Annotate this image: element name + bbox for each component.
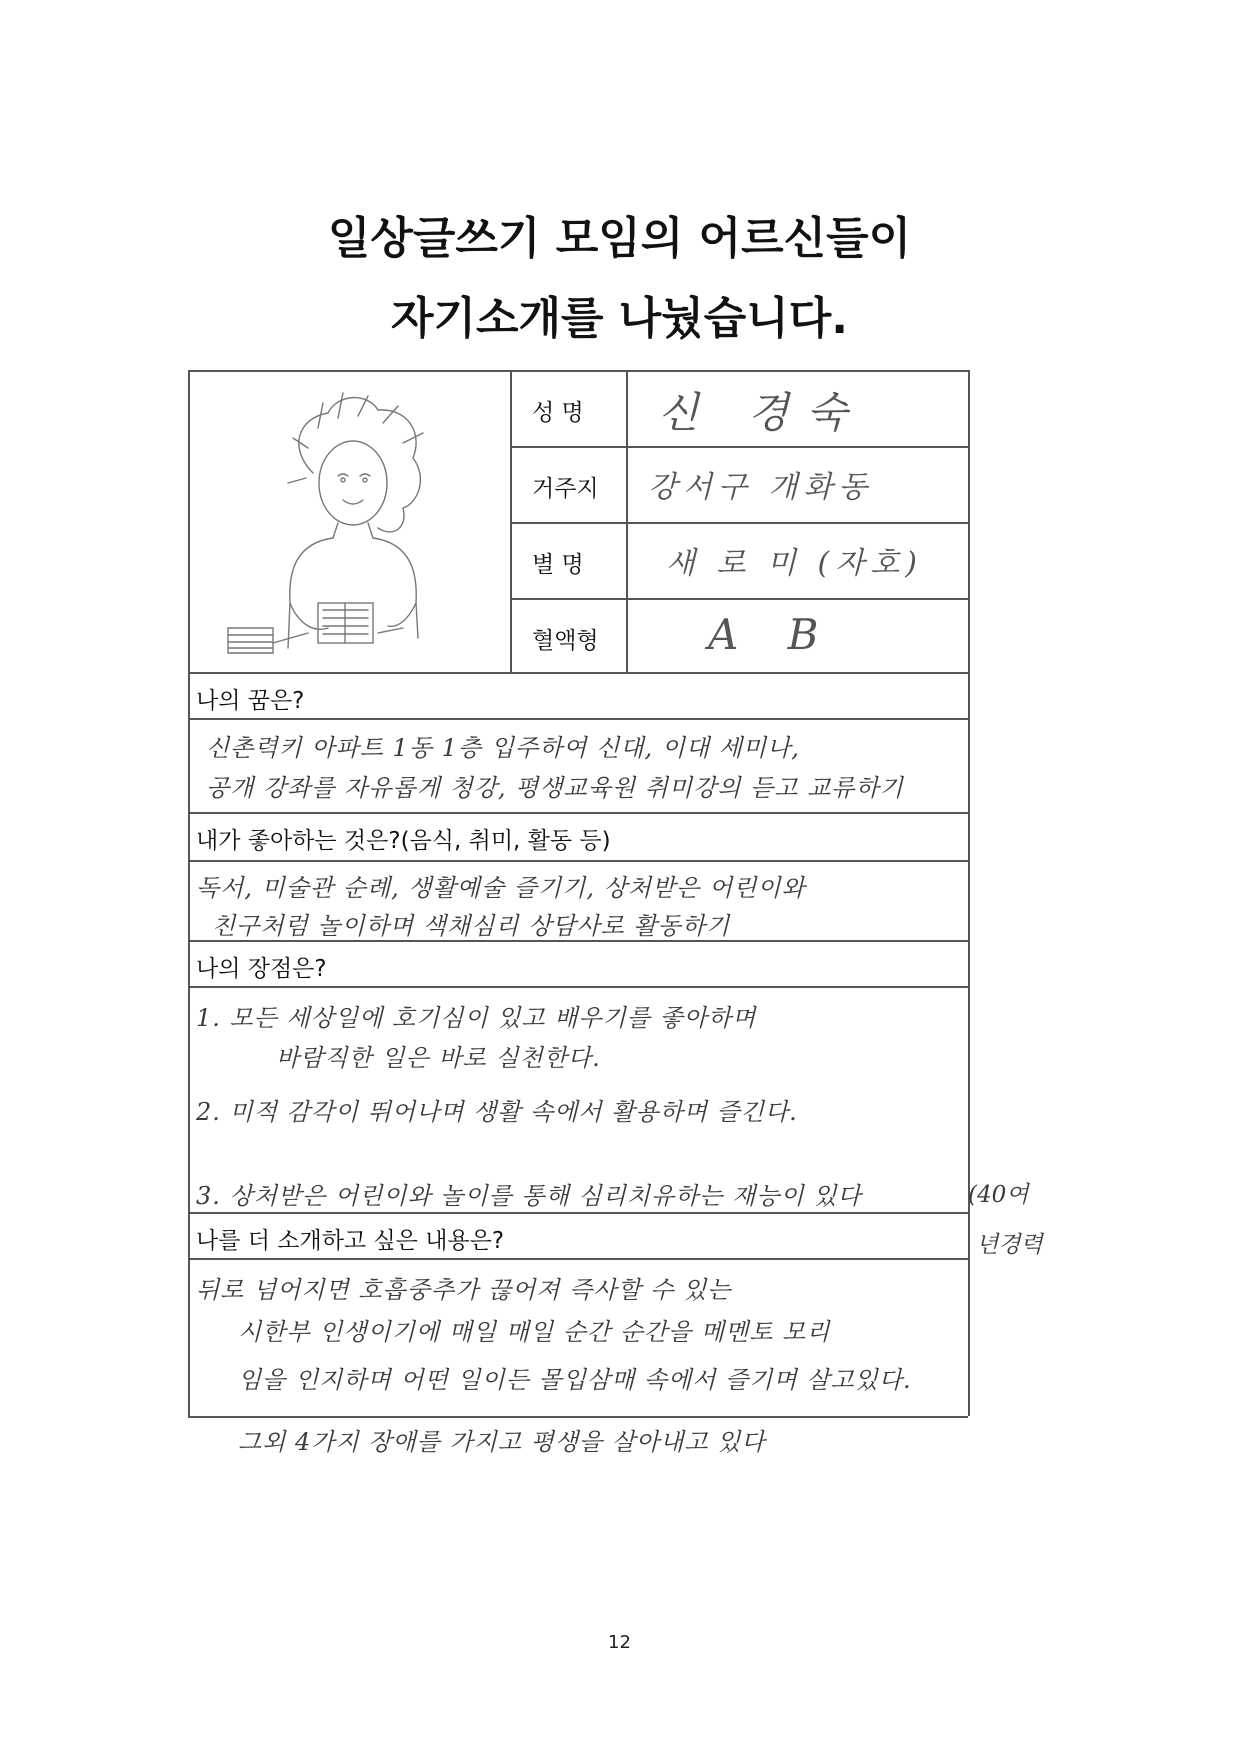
address-value: 강서구 개화동 [648, 470, 874, 505]
grid-line [188, 860, 968, 862]
blood-type-value: A B [708, 610, 837, 659]
nickname-label: 별 명 [532, 552, 584, 578]
grid-line [510, 370, 512, 672]
blood-type-label: 혈액형 [532, 628, 599, 654]
grid-line [188, 986, 968, 988]
name-label: 성 명 [532, 400, 584, 426]
more-about-me-label: 나를 더 소개하고 싶은 내용은? [196, 1228, 505, 1254]
strengths-line-4: 3. 상처받은 어린이와 놀이를 통해 심리치유하는 재능이 있다 [196, 1182, 862, 1210]
strengths-line-1: 1. 모든 세상일에 호기심이 있고 배우기를 좋아하며 [196, 1004, 757, 1032]
dream-label: 나의 꿈은? [196, 688, 305, 714]
margin-note-line-2: 년경력 [976, 1232, 1043, 1258]
grid-line [188, 1258, 968, 1260]
strengths-line-2: 바람직한 일은 바로 실천한다. [276, 1044, 601, 1072]
nickname-value: 새 로 미 (자호) [666, 546, 923, 581]
grid-line [626, 370, 628, 672]
strengths-label: 나의 장점은? [196, 956, 327, 982]
grid-line [510, 522, 968, 524]
more-line-3: 임을 인지하며 어떤 일이든 몰입삼매 속에서 즐기며 살고있다. [238, 1366, 912, 1394]
more-line-2: 시한부 인생이기에 매일 매일 순간 순간을 메멘토 모리 [238, 1318, 831, 1346]
form-border-top [188, 370, 968, 372]
grid-line [510, 446, 968, 448]
grid-line [188, 718, 968, 720]
grid-line [510, 598, 968, 600]
grid-line [188, 1212, 968, 1214]
margin-note-line-1: (40여 [968, 1182, 1029, 1208]
more-line-1: 뒤로 넘어지면 호흡중추가 끊어져 즉사할 수 있는 [196, 1276, 732, 1304]
portrait-sketch [218, 388, 478, 658]
form-border-bottom [188, 1416, 968, 1418]
likes-line-2: 친구처럼 놀이하며 색채심리 상담사로 활동하기 [212, 912, 731, 940]
address-label: 거주지 [532, 476, 599, 502]
page-title-line-1: 일상글쓰기 모임의 어르신들이 [327, 213, 912, 264]
strengths-line-3: 2. 미적 감각이 뛰어나며 생활 속에서 활용하며 즐긴다. [196, 1098, 798, 1126]
likes-label: 내가 좋아하는 것은?(음식, 취미, 활동 등) [196, 828, 611, 854]
grid-line [188, 812, 968, 814]
self-introduction-form [188, 370, 968, 1456]
more-line-4: 그외 4가지 장애를 가지고 평생을 살아내고 있다 [238, 1428, 766, 1456]
page-title-line-2: 자기소개를 나눴습니다. [390, 293, 849, 344]
grid-line [188, 672, 968, 674]
dream-line-2: 공개 강좌를 자유롭게 청강, 평생교육원 취미강의 듣고 교류하기 [206, 774, 904, 802]
name-value: 신 경숙 [658, 388, 866, 437]
dream-line-1: 신촌력키 아파트 1동 1층 입주하여 신대, 이대 세미나, [206, 734, 800, 762]
form-border-right [968, 370, 970, 1416]
likes-line-1: 독서, 미술관 순례, 생활예술 즐기기, 상처받은 어린이와 [196, 874, 806, 902]
page-number: 12 [608, 1632, 631, 1653]
